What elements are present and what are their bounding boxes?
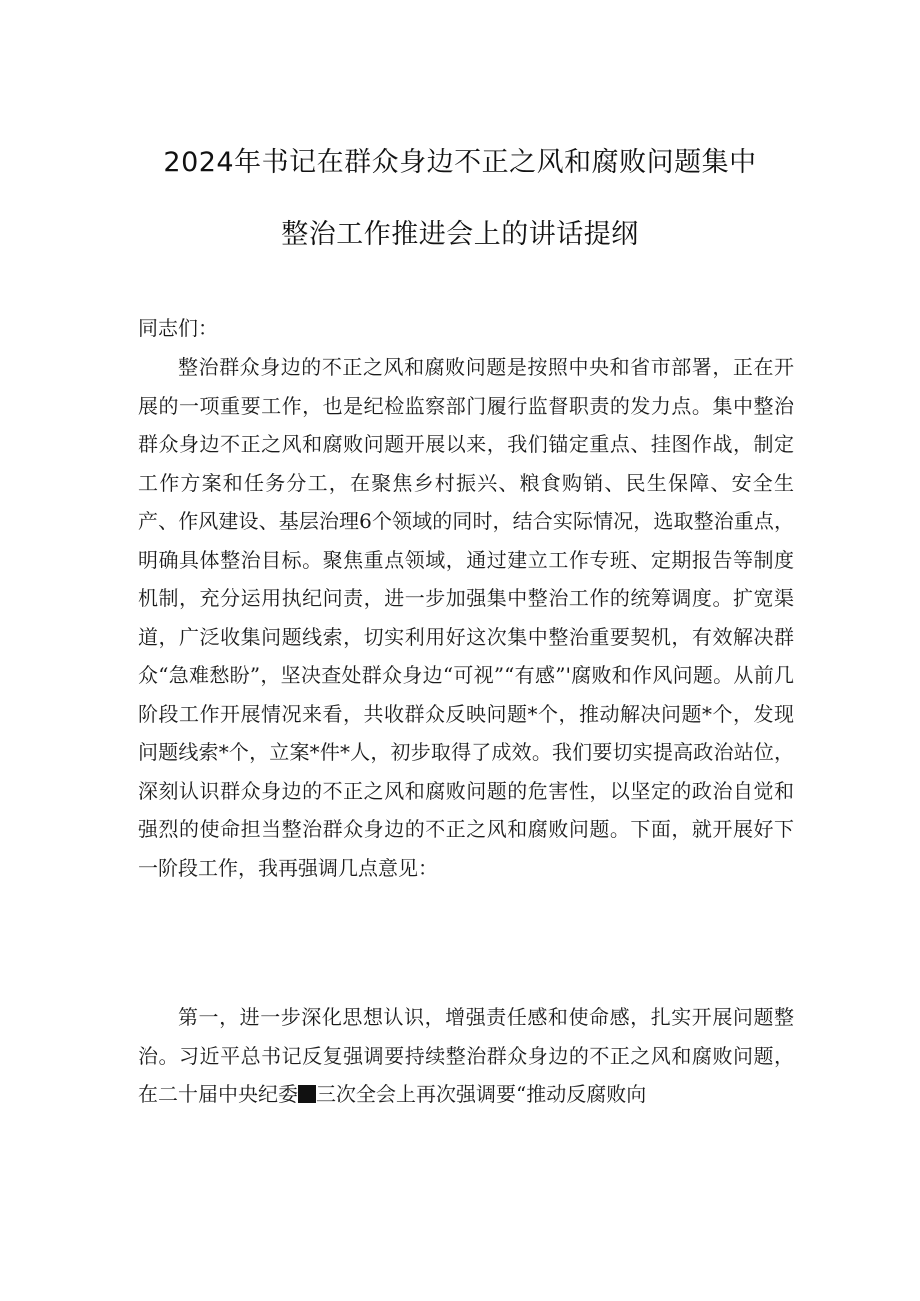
document-title-line-1: 2024年书记在群众身边不正之风和腐败问题集中: [163, 147, 757, 178]
redaction-block: [298, 1085, 316, 1103]
salutation: 同志们：: [138, 316, 218, 340]
body-paragraph-1: 整治群众身边的不正之风和腐败问题是按照中央和省市部署，正在开展的一项重要工作，也是纪检监察部门履行监督职责的发力点。集中整治群众身边不正之风和腐败问题开展以来，我们锚定重点、挂图作战，制定工作方案和任务分工，在聚焦乡村振兴、粮食购销、民生保障、安全生产、作风建设、基层治理6个领域的同时，结合实际情况，选取整治重点，明确具体整治目标。聚焦重点领域，通过建立工作专班、定期报告等制度机制，充分运用执纪问责，进一步加强集中整治工作的统筹调度。扩宽渠道，广泛收集问题线索，切实利用好这次集中整治重要契机，有效解决群众“急难愁盼”，坚决查处群众身边“可视”“有感”'腐败和作风问题。从前几阶段工作开展情况来看，共收群众反映问题*个，推动解决问题*个，发现问题线索*个，立案*件*人，初步取得了成效。我们要切实提高政治站位，深刻认识群众身边的不正之风和腐败问题的危害性，以坚定的政治自觉和强烈的使命担当整治群众身边的不正之风和腐败问题。下面，就开展好下一阶段工作，我再强调几点意见：: [138, 355, 794, 880]
body-paragraph-2: [138, 998, 794, 1114]
document-title-line-2: 整治工作推进会上的讲话提纲: [281, 219, 639, 250]
paragraph-2-text-after: 三次全会上再次强调要“推动反腐败向: [316, 1082, 647, 1106]
paragraph-2-text-before: 第一，进一步深化思想认识，增强责任感和使命感，扎实开展问题整治。习近平总书记反复强调要持续整治群众身边的不正之风和腐败问题，在二十届中央纪委: [138, 1005, 794, 1106]
